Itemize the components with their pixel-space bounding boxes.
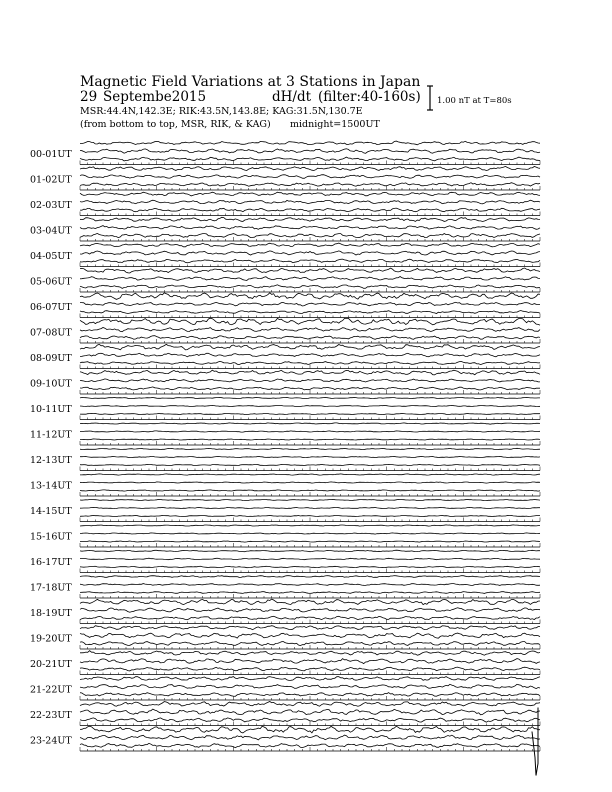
minute-ticks (80, 390, 540, 394)
trace-rik (80, 405, 540, 406)
trace-kag (80, 192, 540, 196)
hour-row (30, 576, 540, 598)
minute-ticks (80, 212, 540, 216)
hour-label: 19-20UT (30, 633, 72, 645)
trace-msr (80, 233, 540, 237)
minute-ticks (80, 645, 540, 649)
hour-row (30, 293, 540, 318)
hour-label: 16-17UT (30, 557, 72, 568)
hour-row (30, 166, 540, 190)
minute-ticks (80, 365, 540, 369)
trace-rik (80, 431, 540, 432)
trace-rik (80, 709, 540, 715)
trace-msr (80, 259, 540, 263)
hour-label: 21-22UT (30, 684, 72, 696)
order-note: (from bottom to top, MSR, RIK, & KAG) (80, 119, 271, 130)
hour-label: 13-14UT (30, 480, 72, 492)
hour-label: 20-21UT (30, 659, 72, 670)
trace-msr (80, 642, 540, 646)
hour-label: 02-03UT (30, 200, 72, 211)
hour-row (30, 318, 540, 343)
minute-ticks (80, 441, 540, 445)
trace-msr (80, 616, 540, 619)
trace-kag (80, 726, 540, 733)
minute-ticks (80, 671, 540, 675)
trace-kag (80, 268, 540, 273)
hour-label: 07-08UT (30, 327, 72, 339)
hour-label: 12-13UT (30, 455, 72, 466)
stations-line: MSR:44.4N,142.3E; RIK:43.5N,143.8E; KAG:31.5N,130.7E (80, 106, 363, 117)
trace-rik (80, 226, 540, 230)
trace-msr (80, 157, 540, 161)
hour-label: 11-12UT (30, 429, 72, 441)
trace-msr (80, 667, 540, 671)
minute-ticks (80, 594, 540, 598)
trace-kag (80, 550, 540, 552)
trace-kag (80, 702, 540, 707)
trace-rik (80, 507, 540, 508)
hour-row (30, 344, 540, 368)
hour-row (30, 192, 540, 215)
trace-rik (80, 659, 540, 664)
minute-ticks (80, 620, 540, 624)
trace-msr (80, 439, 540, 440)
minute-ticks (80, 518, 540, 522)
hour-row (30, 370, 540, 394)
trace-kag (80, 499, 540, 500)
trace-kag (80, 677, 540, 681)
scale-bar (427, 86, 512, 110)
trace-kag (80, 423, 540, 424)
trace-msr (80, 464, 540, 465)
trace-kag (80, 397, 540, 398)
hour-row (30, 448, 540, 470)
hour-row (30, 702, 540, 726)
minute-ticks (80, 161, 540, 165)
trace-rik (80, 735, 540, 740)
minute-ticks (80, 467, 540, 471)
hour-row (30, 397, 540, 419)
hour-row (30, 525, 540, 547)
trace-rik (80, 608, 540, 612)
hour-row (30, 651, 540, 675)
trace-rik (80, 149, 540, 154)
hour-row (30, 423, 540, 445)
trace-rik (80, 200, 540, 204)
trace-rik (80, 684, 540, 688)
hour-label: 01-02UT (30, 174, 72, 186)
trace-msr (80, 693, 540, 697)
hour-row (30, 217, 540, 241)
hour-row (30, 268, 540, 292)
trace-kag (80, 576, 540, 578)
hour-row (30, 599, 540, 623)
trace-msr (80, 490, 540, 491)
minute-ticks (80, 339, 540, 343)
minute-ticks (80, 747, 540, 751)
trace-spike (532, 708, 538, 776)
trace-kag (80, 243, 540, 247)
trace-msr (80, 566, 540, 567)
minute-ticks (80, 314, 540, 318)
midnight-note: midnight=1500UT (290, 119, 380, 130)
date-month-year: Septembe2015 (103, 89, 207, 105)
hour-label: 10-11UT (30, 404, 72, 415)
trace-rik (80, 482, 540, 483)
trace-msr (80, 285, 540, 289)
trace-msr (80, 541, 540, 542)
trace-rik (80, 558, 540, 560)
trace-rik (80, 302, 540, 306)
filter-label: (filter:40-160s) (318, 89, 421, 105)
trace-kag (80, 217, 540, 221)
figure-header (80, 74, 512, 130)
minute-ticks (80, 569, 540, 573)
hour-label: 17-18UT (30, 582, 72, 594)
chart-title: Magnetic Field Variations at 3 Stations in Japan (80, 74, 421, 90)
trace-rik (80, 633, 540, 638)
hour-row (30, 677, 540, 700)
minute-ticks (80, 186, 540, 190)
trace-msr (80, 183, 540, 187)
minute-ticks (80, 288, 540, 292)
hour-label: 23-24UT (30, 735, 72, 747)
quantity-label: dH/dt (272, 89, 312, 105)
trace-kag (80, 626, 540, 630)
trace-msr (80, 311, 540, 314)
trace-rik (80, 175, 540, 179)
trace-kag (80, 448, 540, 449)
trace-kag (80, 293, 540, 300)
trace-rik (80, 251, 540, 255)
trace-rik (80, 379, 540, 382)
trace-kag (80, 344, 540, 350)
date-day: 29 (80, 89, 98, 105)
hour-row (30, 141, 540, 164)
trace-kag (80, 651, 540, 656)
trace-msr (80, 208, 540, 212)
trace-kag (80, 525, 540, 526)
hour-label: 08-09UT (30, 353, 72, 364)
hour-label: 06-07UT (30, 302, 72, 313)
trace-kag (80, 599, 540, 605)
hour-label: 05-06UT (30, 276, 72, 288)
hour-label: 22-23UT (30, 710, 72, 721)
trace-msr (80, 515, 540, 516)
hour-label: 18-19UT (30, 608, 72, 619)
minute-ticks (80, 492, 540, 496)
hour-row (30, 499, 540, 521)
minute-ticks (80, 722, 540, 726)
trace-msr (80, 387, 540, 390)
trace-rik (80, 584, 540, 586)
minute-ticks (80, 237, 540, 241)
trace-rik (80, 456, 540, 457)
hour-label: 14-15UT (30, 506, 72, 517)
minute-ticks (80, 263, 540, 267)
trace-msr (80, 361, 540, 364)
hour-row (30, 626, 540, 649)
trace-msr (80, 336, 540, 340)
minute-ticks (80, 543, 540, 547)
minute-ticks (80, 696, 540, 700)
trace-kag (80, 370, 540, 375)
hour-label: 03-04UT (30, 225, 72, 237)
hour-row (30, 474, 540, 496)
hour-row (30, 726, 540, 751)
hour-row (30, 550, 540, 572)
scale-bar-label: 1.00 nT at T=80s (437, 96, 512, 106)
trace-rik (80, 277, 540, 281)
hour-label: 04-05UT (30, 251, 72, 262)
trace-rik (80, 533, 540, 534)
trace-kag (80, 474, 540, 475)
hour-row (30, 243, 540, 266)
trace-kag (80, 141, 540, 145)
minute-ticks (80, 416, 540, 420)
trace-kag (80, 318, 540, 325)
hour-label: 00-01UT (30, 149, 72, 160)
hour-label: 15-16UT (30, 531, 72, 543)
trace-rik (80, 353, 540, 357)
hour-label: 09-10UT (30, 378, 72, 390)
trace-rik (80, 328, 540, 332)
trace-msr (80, 413, 540, 414)
trace-msr (80, 592, 540, 594)
hour-rows (30, 141, 540, 775)
trace-kag (80, 166, 540, 170)
